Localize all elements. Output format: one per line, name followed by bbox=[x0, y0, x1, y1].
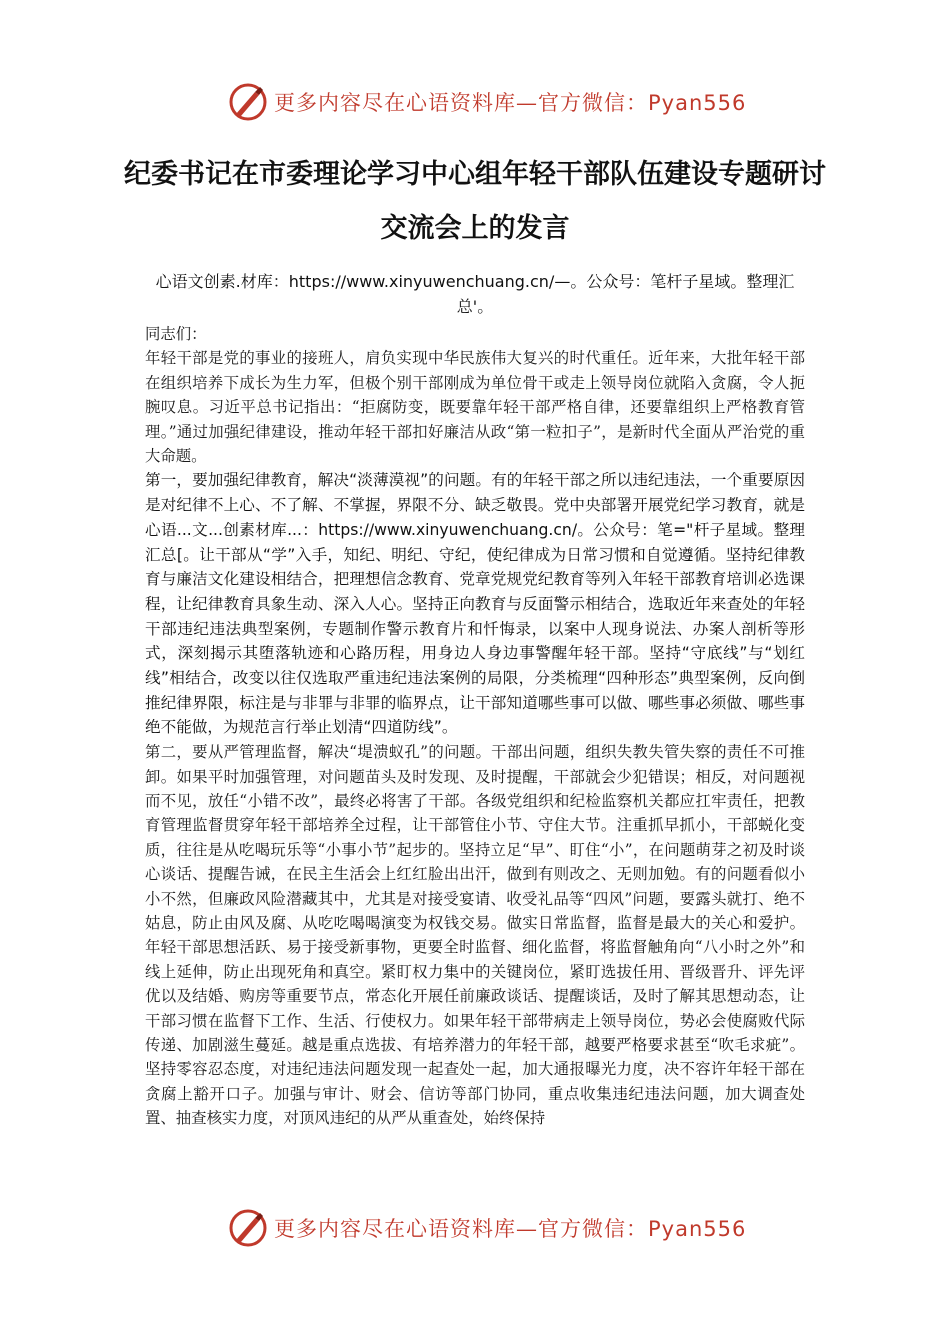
paragraph-second: 第二，要从严管理监督，解决“堤溃蚁孔”的问题。干部出问题，组织失教失管失察的责任不可推卸。如果平时加强管理，对问题苗头及时发现、及时提醒，干部就会少犯错误；相反，对问题视而不见，放任“小错不改”，最终必将害了干部。各级党组织和纪检监察机关都应扛牢责任，把教育管理监督贯穿年轻干部培养全过程，让干部管住小节、守住大节。注重抓早抓小，干部蜕化变质，往往是从吃喝玩乐等“小事小节”起步的。坚持立足“早”、盯住“小”，在问题萌芽之初及时谈心谈话、提醒告诫，在民主生活会上红红脸出出汗，做到有则改之、无则加勉。有的问题看似小小不然，但廉政风险潜藏其中，尤其是对接受宴请、收受礼品等“四风”问题，要露头就打、绝不姑息，防止由风及腐、从吃吃喝喝演变为权钱交易。做实日常监督，监督是最大的关心和爱护。年轻干部思想活跃、易于接受新事物，更要全时监督、细化监督，将监督触角向“八小时之外”和线上延伸，防止出现死角和真空。紧盯权力集中的关键岗位，紧盯选拔任用、晋级晋升、评先评优以及结婚、购房等重要节点，常态化开展任前廉政谈话、提醒谈话，及时了解其思想动态，让干部习惯在监督下工作、生活、行使权力。如果年轻干部带病走上领导岗位，势必会使腐败代际传递、加剧滋生蔓延。越是重点选拔、有培养潜力的年轻干部，越要严格要求甚至“吹毛求疵”。坚持零容忍态度，对违纪违法问题发现一起查处一起，加大通报曝光力度，决不容许年轻干部在贪腐上豁开口子。加强与审计、财会、信访等部门协同，重点收集违纪违法问题，加大调查处置、抽查核实力度，对顶风违纪的从严从重查处，始终保持 bbox=[145, 743, 805, 1128]
banner-text: 更多内容尽在心语资料库—官方微信：Pyan556 bbox=[274, 91, 747, 115]
source-line: 心语文创素.材库：https://www.xinyuwenchuang.cn/—。公众号：笔杆子星域。整理汇总'。 bbox=[155, 272, 795, 316]
header-banner bbox=[228, 80, 747, 124]
footer-banner bbox=[228, 1206, 747, 1250]
wechat-id: Pyan556 bbox=[648, 1217, 747, 1241]
page-title: 纪委书记在市委理论学习中心组年轻干部队伍建设专题研讨交流会上的发言 bbox=[124, 159, 826, 244]
wechat-id: Pyan556 bbox=[648, 91, 747, 115]
paragraph-first: 第一，要加强纪律教育，解决“淡薄漠视”的问题。有的年轻干部之所以违纪违法，一个重要原因是对纪律不上心、不了解、不掌握，界限不分、缺乏敬畏。党中央部署开展党纪学习教育，就是心语...文...创素材库...：https://www.xinyuwenchuang.cn/。公众号：笔="杆子星域。整理汇总[。让干部从“学”入手，知纪、明纪、守纪，使纪律成为日常习惯和自觉遵循。坚持纪律教育与廉洁文化建设相结合，把理想信念教育、党章党规党纪教育等列入年轻干部教育培训必选课程，让纪律教育具象生动、深入人心。坚持正向教育与反面警示相结合，选取近年来查处的年轻干部违纪违法典型案例，专题制作警示教育片和忏悔录，以案中人现身说法、办案人剖析等形式，深刻揭示其堕落轨迹和心路历程，用身边人身边事警醒年轻干部。坚持“守底线”与“划红线”相结合，改变以往仅选取严重违纪违法案例的局限，分类梳理“四种形态”典型案例，反向倒推纪律界限，标注是与非罪与非罪的临界点，让干部知道哪些事可以做、哪些事必须做、哪些事绝不能做，为规范言行举止划清“四道防线”。 bbox=[145, 471, 805, 737]
pen-logo-icon bbox=[228, 1208, 268, 1248]
banner-text: 更多内容尽在心语资料库—官方微信：Pyan556 bbox=[274, 1217, 747, 1241]
document-body bbox=[145, 322, 805, 1131]
pen-logo-icon bbox=[228, 82, 268, 122]
greeting: 同志们： bbox=[145, 325, 207, 343]
paragraph-intro: 年轻干部是党的事业的接班人，肩负实现中华民族伟大复兴的时代重任。近年来，大批年轻干部在组织培养下成长为生力军，但极个别干部刚成为单位骨干或走上领导岗位就陷入贪腐，令人扼腕叹息。习近平总书记指出：“拒腐防变，既要靠年轻干部严格自律，还要靠组织上严格教育管理。”通过加强纪律建设，推动年轻干部扣好廉洁从政“第一粒扣子”，是新时代全面从严治党的重大命题。 bbox=[145, 349, 805, 466]
